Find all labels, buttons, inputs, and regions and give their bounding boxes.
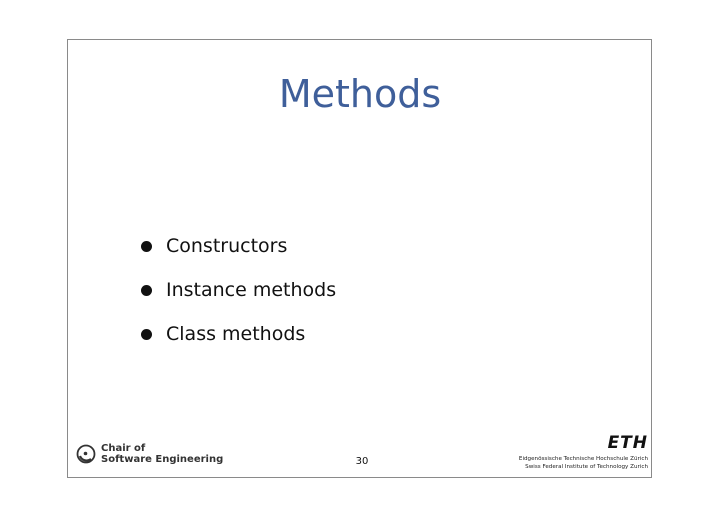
chair-logo-line-2: Software Engineering — [101, 454, 224, 465]
eth-line-2: Swiss Federal Institute of Technology Zurich — [525, 464, 648, 470]
bullet-icon — [141, 241, 152, 252]
page-number: 30 — [355, 456, 369, 467]
eth-wordmark: ETH — [607, 433, 648, 453]
slide-title: Methods — [278, 72, 442, 116]
bullet-item — [141, 277, 336, 303]
eth-line-1: Eidgenössische Technische Hochschule Zürich — [518, 456, 648, 462]
bullet-icon — [141, 329, 152, 340]
chair-logo-icon — [76, 444, 96, 464]
chair-logo — [76, 439, 223, 469]
eth-logo — [519, 435, 648, 471]
chair-logo-line-1: Chair of — [101, 443, 146, 454]
bullet-item — [141, 321, 336, 347]
bullet-icon — [141, 285, 152, 296]
bullet-text: Constructors — [166, 235, 288, 257]
chair-logo-text — [101, 443, 223, 465]
bullet-text: Instance methods — [166, 279, 337, 301]
bullet-text: Class methods — [166, 323, 306, 345]
bullet-list — [141, 233, 336, 365]
bullet-item — [141, 233, 336, 259]
